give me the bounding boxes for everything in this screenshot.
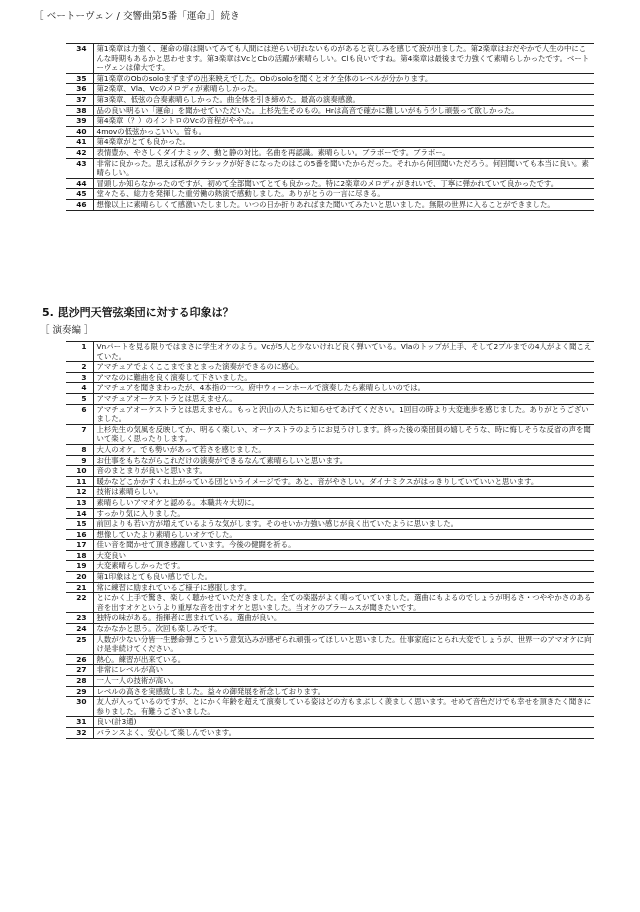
section-title: 5. 毘沙門天管弦楽団に対する印象は？ (42, 306, 234, 319)
comment-text: 第1印象はとても良い感じでした。 (93, 572, 594, 583)
comment-number: 11 (66, 476, 93, 487)
comment-text: 第3楽章、低弦の合奏素晴らしかった。曲全体を引き締めた。最高の演奏感激。 (93, 94, 594, 105)
comment-text: 良い(計3通) (93, 717, 594, 728)
comment-row (66, 613, 594, 624)
comment-number: 31 (66, 717, 93, 728)
comment-number: 43 (66, 158, 93, 178)
comment-row (66, 126, 594, 137)
comment-text: とにかく上手で驚き、楽しく聴かせていただきました。全ての楽器がよく鳴っていていました。選曲にもよるのでしょうが明るさ・つややかさのある音を出すオケというより重厚な音を出すオケと思いました。当オケのブラームスが聞きたいです。 (93, 593, 594, 613)
comment-number: 39 (66, 116, 93, 127)
comment-text: アマチュアでよくここまでまとまった演奏ができるのに感心。 (93, 362, 594, 373)
comment-number: 24 (66, 624, 93, 635)
comment-number: 19 (66, 561, 93, 572)
comment-row (66, 676, 594, 687)
comment-number: 21 (66, 582, 93, 593)
comment-text: 大変素晴らしかったです。 (93, 561, 594, 572)
comment-text: 友人が入っているのですが、とにかく年齢を超えて演奏している姿はどの方もまぶしく羨ましく思います。せめて音色だけでも幸せを頂きたく聞きに参りました。有難うございました。 (93, 697, 594, 717)
comment-text: 第2楽章、Vla、Vcのメロディが素晴らしかった。 (93, 84, 594, 95)
comment-row (66, 393, 594, 404)
comment-text: レベルの高さを実感致しました。益々の御発展を祈念しております。 (93, 686, 594, 697)
comment-number: 3 (66, 372, 93, 383)
comment-number: 1 (66, 342, 93, 362)
comment-row (66, 476, 594, 487)
comment-text: 独特の味がある。指揮者に恵まれている。選曲が良い。 (93, 613, 594, 624)
comment-row (66, 178, 594, 189)
comment-number: 23 (66, 613, 93, 624)
comment-number: 6 (66, 404, 93, 424)
subsection-title: ［ 演奏編 ］ (40, 325, 94, 336)
comment-number: 8 (66, 444, 93, 455)
comment-row (66, 116, 594, 127)
comment-text: 前回よりも若い方が増えているような気がします。そのせいか力強い感じが良く出ていたように思いました。 (93, 519, 594, 530)
comment-number: 14 (66, 508, 93, 519)
comment-text: 一人一人の技術が高い。 (93, 676, 594, 687)
comment-text: なかなかと思う。次回も楽しみです。 (93, 624, 594, 635)
comment-number: 26 (66, 654, 93, 665)
comment-number: 27 (66, 665, 93, 676)
comment-text: 技術は素晴らしい。 (93, 487, 594, 498)
comment-row (66, 697, 594, 717)
comment-text: 表情豊か、やさしくダイナミック、動と静の対比。名曲を再認識。素晴らしい。ブラボーです。ブラボー。 (93, 147, 594, 158)
comment-row (66, 424, 594, 444)
comment-row (66, 84, 594, 95)
comment-number: 44 (66, 178, 93, 189)
comment-number: 20 (66, 572, 93, 583)
comment-row (66, 362, 594, 373)
comment-text: アマチュアオーケストラとは思えません。 (93, 393, 594, 404)
comment-number: 13 (66, 497, 93, 508)
comment-number: 4 (66, 383, 93, 394)
comment-row (66, 654, 594, 665)
comment-number: 28 (66, 676, 93, 687)
comment-row (66, 105, 594, 116)
comment-row (66, 582, 594, 593)
comment-row (66, 540, 594, 551)
comment-text: 常に練習に励まれているご様子に感服します。 (93, 582, 594, 593)
comment-row (66, 342, 594, 362)
comment-row (66, 519, 594, 530)
comment-text: 想像していたより素晴らしいオケでした。 (93, 529, 594, 540)
comment-text: 第1楽章のObのsoloまずまずの出来映えでした。Obのsoloを聞くとオケ全体のレベルが分かります。 (93, 73, 594, 84)
comment-text: 第4楽章がとても良かった。 (93, 137, 594, 148)
comment-number: 34 (66, 44, 93, 74)
comment-number: 37 (66, 94, 93, 105)
comment-row (66, 634, 594, 654)
comment-text: お仕事をもちながらこれだけの演奏ができるなんて素晴らしいと思います。 (93, 455, 594, 466)
comment-number: 10 (66, 466, 93, 477)
comment-row (66, 44, 594, 74)
comment-text: 4movの低弦かっこいい。管も。 (93, 126, 594, 137)
previous-section-heading: ［ ベートーヴェン / 交響曲第5番「運命」］続き (34, 11, 240, 22)
comment-row (66, 717, 594, 728)
comments-table-symphony5 (66, 43, 594, 211)
comment-number: 5 (66, 393, 93, 404)
comment-row (66, 561, 594, 572)
comment-text: 品の良い明るい「運命」を聞かせていただいた。上杉先生そのもの。Hrは高音で確かに難しいがもう少し頑張って欲しかった。 (93, 105, 594, 116)
comment-number: 38 (66, 105, 93, 116)
comment-text: すっかり気に入りました。 (93, 508, 594, 519)
comment-row (66, 727, 594, 738)
comment-number: 22 (66, 593, 93, 613)
comment-row (66, 686, 594, 697)
comment-text: 暖かなどこかかすくれ上がっている団というイメージです。あと、音がやさしい。ダイナミクスがはっきりしていていいと思います。 (93, 476, 594, 487)
comment-text: 大変良い (93, 550, 594, 561)
comment-row (66, 383, 594, 394)
comment-row (66, 487, 594, 498)
comment-text: アマチュアを聞きまわったが、4本指の一つ。府中ウィーンホールで演奏したら素晴らしいのでは。 (93, 383, 594, 394)
comment-row (66, 404, 594, 424)
comment-text: 人数が少ない分皆一生懸命弾こうという意気込みが感ぜられ頑張ってほしいと思いました。仕事家庭にとられ大変でしょうが、世界一のアマオケに向け是非続けてください。 (93, 634, 594, 654)
comment-row (66, 466, 594, 477)
comment-text: 大人のオケ。でも勢いがあって若さを感じました。 (93, 444, 594, 455)
comment-number: 32 (66, 727, 93, 738)
comment-number: 9 (66, 455, 93, 466)
comment-text: 第1楽章は力強く、運命の扉は開いてみても人間には逆らい切れないものがあると哀しみを感じて涙が出ました。第2楽章はおだやかで人生の中にこんな時期もあるかと思わせます。第3楽章はVcとCbの活躍が素晴らしい。Clも良いですね。第4楽章は最後まで力強くて素晴らしかったです。ベートーヴェンは偉大です。 (93, 44, 594, 74)
comment-text: 第4楽章（？）のイントロのVcの音程がやや。。。 (93, 116, 594, 127)
comment-row (66, 199, 594, 210)
comment-text: 上杉先生の気風を反映してか、明るく楽しい、オーケストラのようにお見うけします。終った後の楽団員の嬉しそうな、時に悔しそうな反省の声を聞いて楽しく思ったりします。 (93, 424, 594, 444)
comment-row (66, 624, 594, 635)
comment-row (66, 529, 594, 540)
comment-text: Vnパートを見る限りではまさに学生オケのよう。Vcが5人と少ないけれど良く弾いている。Vlaのトップが上手、そして2プルまでの4人がよく聞こえていた。 (93, 342, 594, 362)
comment-number: 36 (66, 84, 93, 95)
comment-text: 冒頭しか知らなかったのですが、初めて全部聞いてとても良かった。特に2楽章のメロディがきれいで、丁寧に弾かれていて良かったです。 (93, 178, 594, 189)
comment-text: アマチュアオーケストラとは思えません。もっと沢山の人たちに知らせてあげてください。1回目の時より大変進歩を感じました。ありがとうございました。 (93, 404, 594, 424)
comment-number: 2 (66, 362, 93, 373)
comment-number: 40 (66, 126, 93, 137)
comment-number: 12 (66, 487, 93, 498)
comment-number: 16 (66, 529, 93, 540)
comment-number: 41 (66, 137, 93, 148)
comment-row (66, 158, 594, 178)
comment-number: 18 (66, 550, 93, 561)
comment-row (66, 508, 594, 519)
comment-text: 熱心。練習が出来ている。 (93, 654, 594, 665)
comment-row (66, 189, 594, 200)
comment-row (66, 593, 594, 613)
comment-number: 30 (66, 697, 93, 717)
comment-text: 非常に良かった。思えば私がクラシックが好きになったのはこの5番を聞いたからだった。それから何回聞いただろう。何回聞いても本当に良い。素晴らしい。 (93, 158, 594, 178)
comment-row (66, 497, 594, 508)
comments-table-performance (66, 341, 594, 739)
comment-text: バランスよく、安心して楽しんでいます。 (93, 727, 594, 738)
comment-row (66, 94, 594, 105)
comment-number: 29 (66, 686, 93, 697)
comment-row (66, 372, 594, 383)
comment-number: 35 (66, 73, 93, 84)
comment-text: 堂々たる、総力を発揮した重労働の熱演で感動しました。ありがとうの一言に尽きる。 (93, 189, 594, 200)
comment-row (66, 550, 594, 561)
comment-row (66, 73, 594, 84)
comment-text: 想像以上に素晴らしくて感激いたしました。いつの日か折りあればまた聞いてみたいと思いました。無限の世界に入ることができました。 (93, 199, 594, 210)
comment-text: 音のまとまりが良いと思います。 (93, 466, 594, 477)
comment-row (66, 665, 594, 676)
comment-row (66, 444, 594, 455)
comment-text: 素晴らしいアマオケと認める。本職共々大切に。 (93, 497, 594, 508)
comment-row (66, 147, 594, 158)
comment-number: 45 (66, 189, 93, 200)
comment-row (66, 137, 594, 148)
comment-number: 42 (66, 147, 93, 158)
comment-number: 17 (66, 540, 93, 551)
comment-text: アマなのに難曲を良く演奏して下さいました。 (93, 372, 594, 383)
comment-number: 15 (66, 519, 93, 530)
comment-text: 非常にレベルが高い (93, 665, 594, 676)
comment-number: 46 (66, 199, 93, 210)
comment-number: 25 (66, 634, 93, 654)
comment-row (66, 572, 594, 583)
comment-row (66, 455, 594, 466)
comment-number: 7 (66, 424, 93, 444)
comment-text: 佳い音を聞かせて頂き感謝しています。今後の健闘を祈る。 (93, 540, 594, 551)
